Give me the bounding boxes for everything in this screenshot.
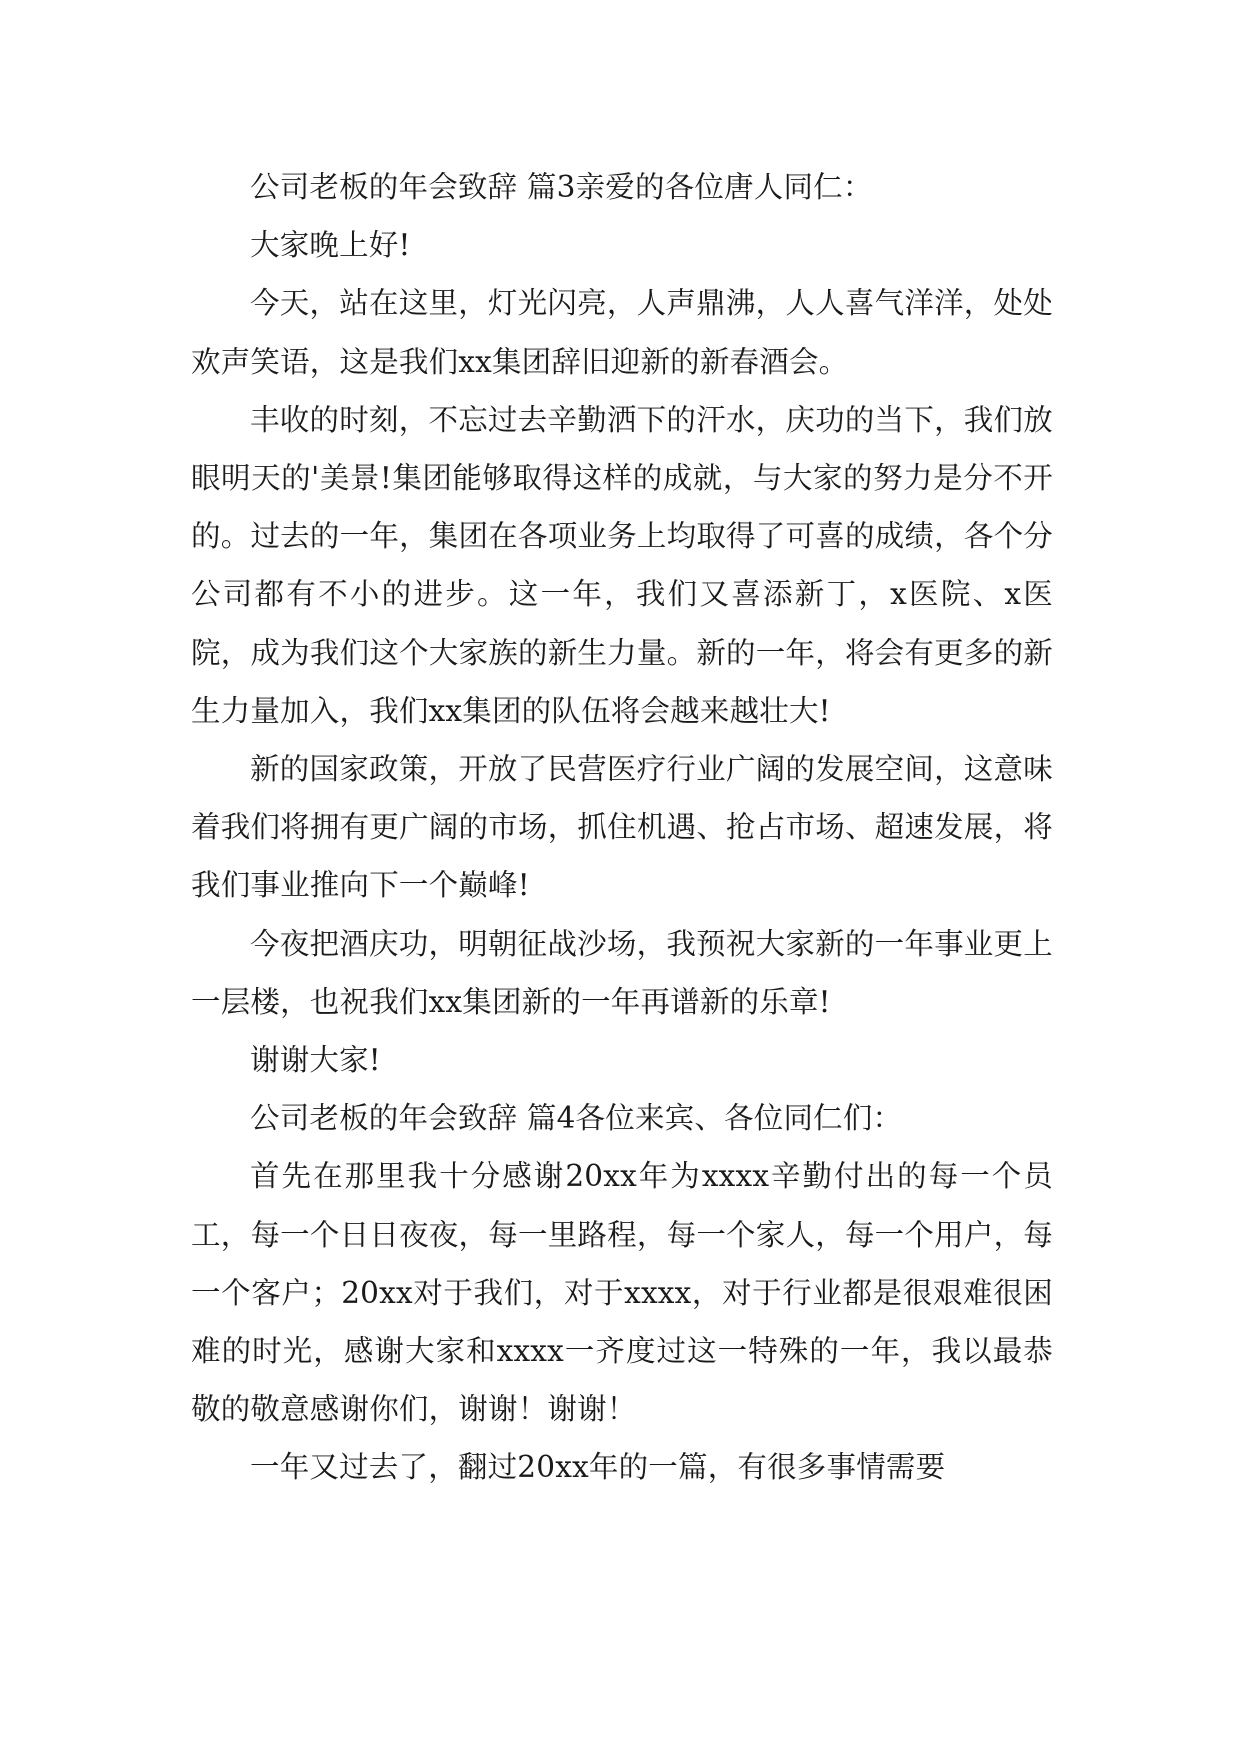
document-body — [191, 158, 1053, 1497]
heading-speech-3: 公司老板的年会致辞 篇3亲爱的各位唐人同仁： — [250, 170, 873, 204]
paragraph: 首先在那里我十分感谢20xx年为xxxx辛勤付出的每一个员工，每一个日日夜夜，每一里路程，每一个家人，每一个用户，每一个客户；20xx对于我们，对于xxxx，对于行业都是很艰难很困难的时光，感谢大家和xxxx一齐度过这一特殊的一年，我以最恭敬的敬意感谢你们，谢谢！谢谢！ — [191, 1159, 1053, 1427]
paragraph: 新的国家政策，开放了民营医疗行业广阔的发展空间，这意味着我们将拥有更广阔的市场，抓住机遇、抢占市场、超速发展，将我们事业推向下一个巅峰! — [191, 752, 1053, 903]
paragraph: 一年又过去了，翻过20xx年的一篇，有很多事情需要 — [250, 1450, 946, 1485]
paragraph: 丰收的时刻，不忘过去辛勤洒下的汗水，庆功的当下，我们放眼明天的'美景!集团能够取得这样的成就，与大家的努力是分不开的。过去的一年，集团在各项业务上均取得了可喜的成绩，各个分公司都有不小的进步。这一年，我们又喜添新丁，x医院、x医院，成为我们这个大家族的新生力量。新的一年，将会有更多的新生力量加入，我们xx集团的队伍将会越来越壮大! — [191, 402, 1053, 728]
paragraph: 今天，站在这里，灯光闪亮，人声鼎沸，人人喜气洋洋，处处欢声笑语，这是我们xx集团辞旧迎新的新春酒会。 — [191, 286, 1053, 379]
paragraph-greeting: 大家晚上好! — [250, 228, 411, 263]
heading-speech-4: 公司老板的年会致辞 篇4各位来宾、各位同仁们： — [250, 1101, 903, 1136]
paragraph: 今夜把酒庆功，明朝征战沙场，我预祝大家新的一年事业更上一层楼，也祝我们xx集团新的一年再谱新的乐章! — [191, 926, 1053, 1019]
paragraph-thanks: 谢谢大家! — [250, 1043, 381, 1078]
